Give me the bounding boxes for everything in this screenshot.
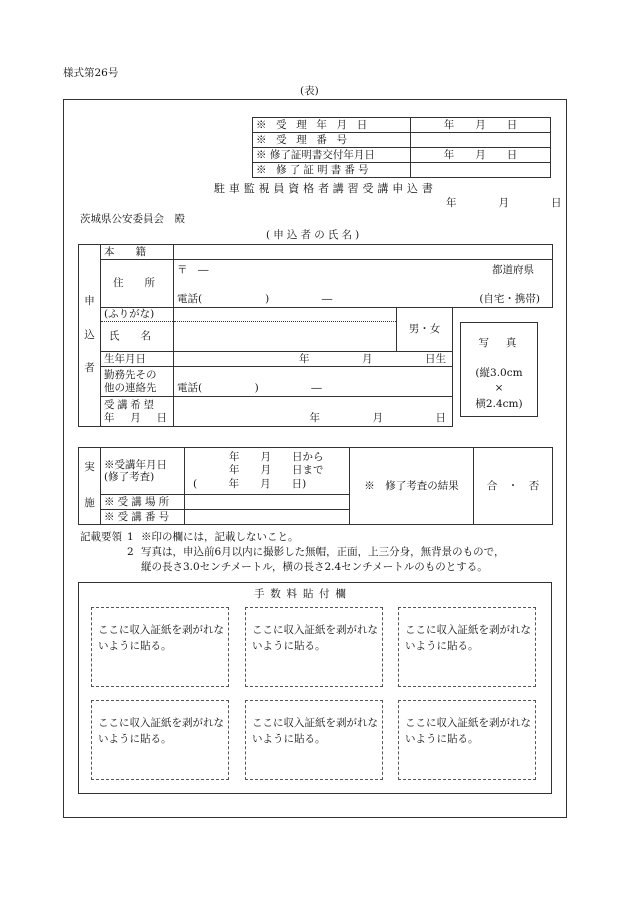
notes-item2-no: 2 bbox=[127, 546, 134, 558]
honseki-label: 本 籍 bbox=[101, 245, 174, 260]
exam-result-field[interactable]: 合 ・ 否 bbox=[474, 448, 553, 525]
received-number-field[interactable] bbox=[411, 133, 551, 148]
photo-size-1: (縦3.0cm bbox=[475, 367, 523, 379]
photo-title: 写 真 bbox=[478, 337, 520, 349]
notes-heading: 記載要領 bbox=[80, 531, 122, 543]
home-mobile-label: (自宅・携帯) bbox=[479, 293, 541, 305]
postal-mark: 〒 ― bbox=[177, 264, 209, 276]
notes-item1-no: 1 bbox=[127, 531, 134, 543]
course-number-field[interactable] bbox=[185, 510, 350, 525]
address-label: 住 所 bbox=[101, 260, 174, 308]
application-date[interactable]: 年 月 日 bbox=[446, 197, 562, 209]
prefecture-label: 都道府県 bbox=[492, 264, 535, 276]
course-date-field[interactable]: 年 月 日から 年 月 日まで ( 年 月 日) bbox=[185, 448, 350, 495]
photo-box bbox=[460, 322, 538, 417]
applicant-side-label: 申 込 者 bbox=[79, 245, 101, 427]
birth-label: 生年月日 bbox=[101, 352, 174, 367]
fee-stamp-area bbox=[78, 582, 552, 794]
contact-label: 勤務先その 他の連絡先 bbox=[101, 367, 174, 397]
side-label: (表) bbox=[300, 85, 319, 97]
stamp-slot[interactable]: ここに収入証紙を剥がれないように貼る。 bbox=[91, 607, 229, 687]
name-label: 氏 名 bbox=[101, 322, 174, 352]
certificate-number-label: ※ 修了証明書番号 bbox=[253, 163, 411, 178]
certificate-issue-date-field[interactable]: 年 月 日 bbox=[411, 148, 551, 163]
exam-result-label: ※ 修了考査の結果 bbox=[350, 448, 474, 525]
notes-item2-b: 縦の長さ3.0センチメートル，横の長さ2.4センチメートルのものとする。 bbox=[141, 561, 488, 573]
addressee: 茨城県公安委員会 殿 bbox=[80, 213, 185, 225]
applicant-name-label: (申込者の氏名) bbox=[266, 229, 363, 241]
course-place-field[interactable] bbox=[185, 495, 350, 510]
fee-heading: 手数料貼付欄 bbox=[254, 588, 352, 600]
name-field[interactable] bbox=[174, 322, 397, 352]
contact-phone-field[interactable]: 電話( ) ― bbox=[174, 367, 453, 397]
notes-item2-a: 写真は，申込前6月以内に撮影した無帽，正面，上三分身，無背景のもので， bbox=[141, 546, 505, 558]
sex-select[interactable]: 男・女 bbox=[397, 308, 453, 352]
course-date-label: ※受講年月日 (修了考査) bbox=[101, 448, 185, 495]
form-number: 様式第26号 bbox=[63, 67, 119, 79]
course-wish-date-field[interactable]: 年 月 日 bbox=[174, 397, 453, 427]
course-wish-label: 受講希望 年 月 日 bbox=[101, 397, 174, 427]
photo-size-2: 横2.4cm) bbox=[475, 398, 523, 410]
certificate-issue-date-label: ※ 修了証明書交付年月日 bbox=[253, 148, 411, 163]
photo-times: × bbox=[494, 382, 504, 394]
birth-field[interactable]: 年 月 日生 bbox=[174, 352, 453, 367]
stamp-slot[interactable]: ここに収入証紙を剥がれないように貼る。 bbox=[398, 700, 536, 780]
stamp-slot[interactable]: ここに収入証紙を剥がれないように貼る。 bbox=[398, 607, 536, 687]
course-place-label: ※受講場所 bbox=[101, 495, 185, 510]
address-field[interactable] bbox=[174, 260, 553, 308]
notes-item1: ※印の欄には，記載しないこと。 bbox=[141, 531, 299, 543]
course-number-label: ※受講番号 bbox=[101, 510, 185, 525]
address-phone[interactable]: 電話( ) ― bbox=[177, 293, 333, 305]
implementation-table bbox=[78, 447, 553, 525]
received-date-field[interactable]: 年 月 日 bbox=[411, 118, 551, 133]
honseki-field[interactable] bbox=[174, 245, 553, 260]
implementation-side-label: 実 施 bbox=[79, 448, 101, 525]
stamp-slot[interactable]: ここに収入証紙を剥がれないように貼る。 bbox=[245, 607, 383, 687]
form-title: 駐車監視員資格者講習受講申込書 bbox=[214, 182, 437, 195]
stamp-slot[interactable]: ここに収入証紙を剥がれないように貼る。 bbox=[245, 700, 383, 780]
stamp-slot[interactable]: ここに収入証紙を剥がれないように貼る。 bbox=[91, 700, 229, 780]
office-use-table bbox=[252, 117, 551, 178]
received-date-label: ※ 受 理 年 月 日 bbox=[253, 118, 411, 133]
certificate-number-field[interactable] bbox=[411, 163, 551, 178]
received-number-label: ※ 受 理 番 号 bbox=[253, 133, 411, 148]
furigana-field[interactable] bbox=[174, 308, 397, 322]
furigana-label: (ふりがな) bbox=[101, 308, 174, 322]
